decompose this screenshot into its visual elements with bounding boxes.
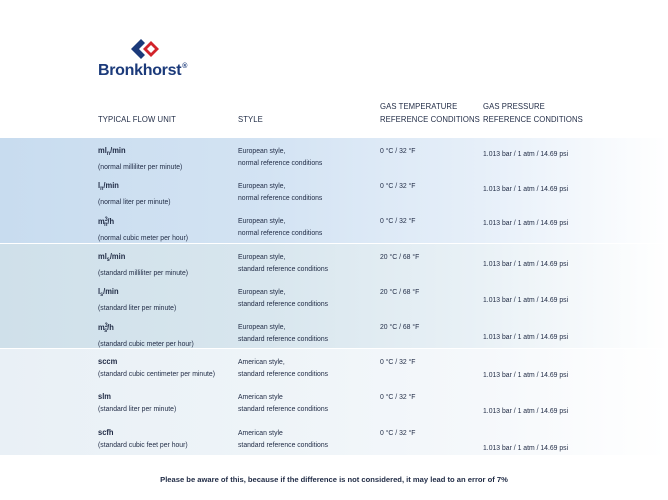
style-cell: [238, 321, 328, 344]
unit-subscript: s: [106, 257, 110, 263]
unit-tail: /h: [107, 322, 114, 332]
flow-unit-cell: [98, 251, 188, 278]
flow-unit-symbol: [98, 180, 171, 196]
style-cell: [238, 145, 322, 168]
gas-pressure-cell: 1.013 bar / 1 atm / 14.69 psi: [483, 218, 569, 227]
flow-unit-symbol: [98, 321, 194, 338]
gas-temperature-cell: 20 °C / 68 °F: [380, 287, 420, 296]
unit-base: sccm: [98, 356, 118, 366]
style-line-1: European style,: [238, 322, 286, 331]
gas-temperature-cell: 0 °C / 32 °F: [380, 392, 416, 401]
flow-unit-symbol: [98, 391, 176, 403]
bronkhorst-logo: [98, 37, 208, 81]
style-line-1: American style: [238, 392, 283, 401]
unit-superscript: 3: [104, 323, 108, 329]
flow-unit-cell: [98, 391, 176, 414]
style-cell: [238, 356, 328, 379]
gas-temperature-cell: 0 °C / 32 °F: [380, 181, 416, 190]
flow-unit-cell: [98, 286, 176, 313]
style-line-1: European style,: [238, 216, 286, 225]
style-line-2: standard reference conditions: [238, 439, 329, 449]
style-cell: [238, 251, 328, 274]
gas-temperature-cell: 0 °C / 32 °F: [380, 146, 416, 155]
flow-unit-description: (normal cubic meter per hour): [98, 232, 189, 242]
flow-unit-symbol: [98, 145, 182, 161]
unit-superscript: 3: [104, 217, 108, 223]
flow-unit-description: (standard milliliter per minute): [98, 267, 189, 277]
flow-unit-symbol: [98, 215, 188, 232]
unit-base: ml: [98, 145, 107, 155]
unit-base: m: [98, 216, 105, 226]
flow-unit-cell: [98, 180, 171, 207]
gas-pressure-cell: 1.013 bar / 1 atm / 14.69 psi: [483, 295, 569, 304]
flow-unit-description: (standard cubic centimeter per minute): [98, 368, 215, 378]
flow-unit-symbol: [98, 286, 176, 302]
style-line-1: European style,: [238, 146, 286, 155]
header-gas-temperature: GAS TEMPERATURE REFERENCE CONDITIONS: [380, 101, 480, 124]
unit-tail: /h: [107, 216, 115, 226]
unit-tail: /min: [103, 286, 119, 296]
unit-tail: /min: [109, 251, 126, 261]
style-line-2: standard reference conditions: [238, 333, 329, 343]
logo-wordmark: Bronkhorst®: [98, 62, 188, 79]
flow-unit-description: (standard liter per minute): [98, 403, 177, 413]
gas-temperature-cell: 20 °C / 68 °F: [380, 322, 420, 331]
header-flow-unit: TYPICAL FLOW UNIT: [98, 114, 176, 124]
header-gas-pressure: GAS PRESSURE REFERENCE CONDITIONS: [483, 101, 583, 124]
bronkhorst-logo-mark-icon: [129, 37, 159, 61]
style-line-1: European style,: [238, 181, 286, 190]
flow-unit-description: (normal milliliter per minute): [98, 161, 183, 171]
gas-pressure-cell: 1.013 bar / 1 atm / 14.69 psi: [483, 184, 569, 193]
flow-unit-description: (standard cubic meter per hour): [98, 338, 194, 348]
style-line-2: normal reference conditions: [238, 192, 323, 202]
unit-base: scfh: [98, 427, 114, 437]
gas-temperature-cell: 0 °C / 32 °F: [380, 357, 416, 366]
style-cell: [238, 215, 322, 238]
gas-pressure-cell: 1.013 bar / 1 atm / 14.69 psi: [483, 149, 569, 158]
header-style: STYLE: [238, 114, 263, 124]
style-line-2: standard reference conditions: [238, 263, 329, 273]
style-cell: [238, 180, 322, 203]
flow-unit-symbol: [98, 427, 188, 439]
unit-tail: /min: [103, 180, 119, 190]
footer-note: Please be aware of this, because if the difference is not considered, it may lead to an error of 7%: [160, 475, 508, 484]
unit-base: ml: [98, 251, 107, 261]
gas-temperature-cell: 0 °C / 32 °F: [380, 428, 416, 437]
unit-base: l: [98, 286, 101, 296]
flow-unit-cell: [98, 145, 182, 172]
style-cell: [238, 286, 328, 309]
flow-unit-cell: [98, 356, 215, 379]
flow-unit-symbol: [98, 356, 215, 368]
unit-tail: /min: [110, 145, 126, 155]
gas-pressure-cell: 1.013 bar / 1 atm / 14.69 psi: [483, 259, 569, 268]
flow-unit-description: (standard liter per minute): [98, 302, 177, 312]
style-line-1: American style,: [238, 357, 285, 366]
gas-pressure-cell: 1.013 bar / 1 atm / 14.69 psi: [483, 370, 569, 379]
style-line-1: European style,: [238, 252, 286, 261]
style-line-2: standard reference conditions: [238, 403, 329, 413]
unit-subscript: n: [100, 186, 104, 192]
unit-subscript: n: [104, 222, 108, 228]
unit-subscript: s: [100, 292, 104, 298]
flow-unit-cell: [98, 427, 188, 450]
style-cell: [238, 391, 328, 414]
flow-unit-cell: [98, 215, 188, 243]
flow-unit-cell: [98, 321, 194, 349]
style-line-2: standard reference conditions: [238, 298, 329, 308]
unit-base: l: [98, 180, 101, 190]
gas-temperature-cell: 0 °C / 32 °F: [380, 216, 416, 225]
unit-subscript: n: [106, 151, 111, 157]
unit-base: m: [98, 322, 105, 332]
style-line-2: normal reference conditions: [238, 157, 323, 167]
style-cell: [238, 427, 328, 450]
style-line-2: normal reference conditions: [238, 227, 323, 237]
gas-pressure-cell: 1.013 bar / 1 atm / 14.69 psi: [483, 406, 569, 415]
style-line-2: standard reference conditions: [238, 368, 329, 378]
style-line-1: European style,: [238, 287, 286, 296]
flow-unit-description: (standard cubic feet per hour): [98, 439, 188, 449]
flow-unit-symbol: [98, 251, 188, 267]
flow-unit-description: (normal liter per minute): [98, 196, 171, 206]
gas-temperature-cell: 20 °C / 68 °F: [380, 252, 420, 261]
unit-base: slm: [98, 391, 111, 401]
gas-pressure-cell: 1.013 bar / 1 atm / 14.69 psi: [483, 443, 569, 452]
gas-pressure-cell: 1.013 bar / 1 atm / 14.69 psi: [483, 332, 569, 341]
unit-subscript: s: [104, 328, 108, 334]
style-line-1: American style: [238, 428, 283, 437]
